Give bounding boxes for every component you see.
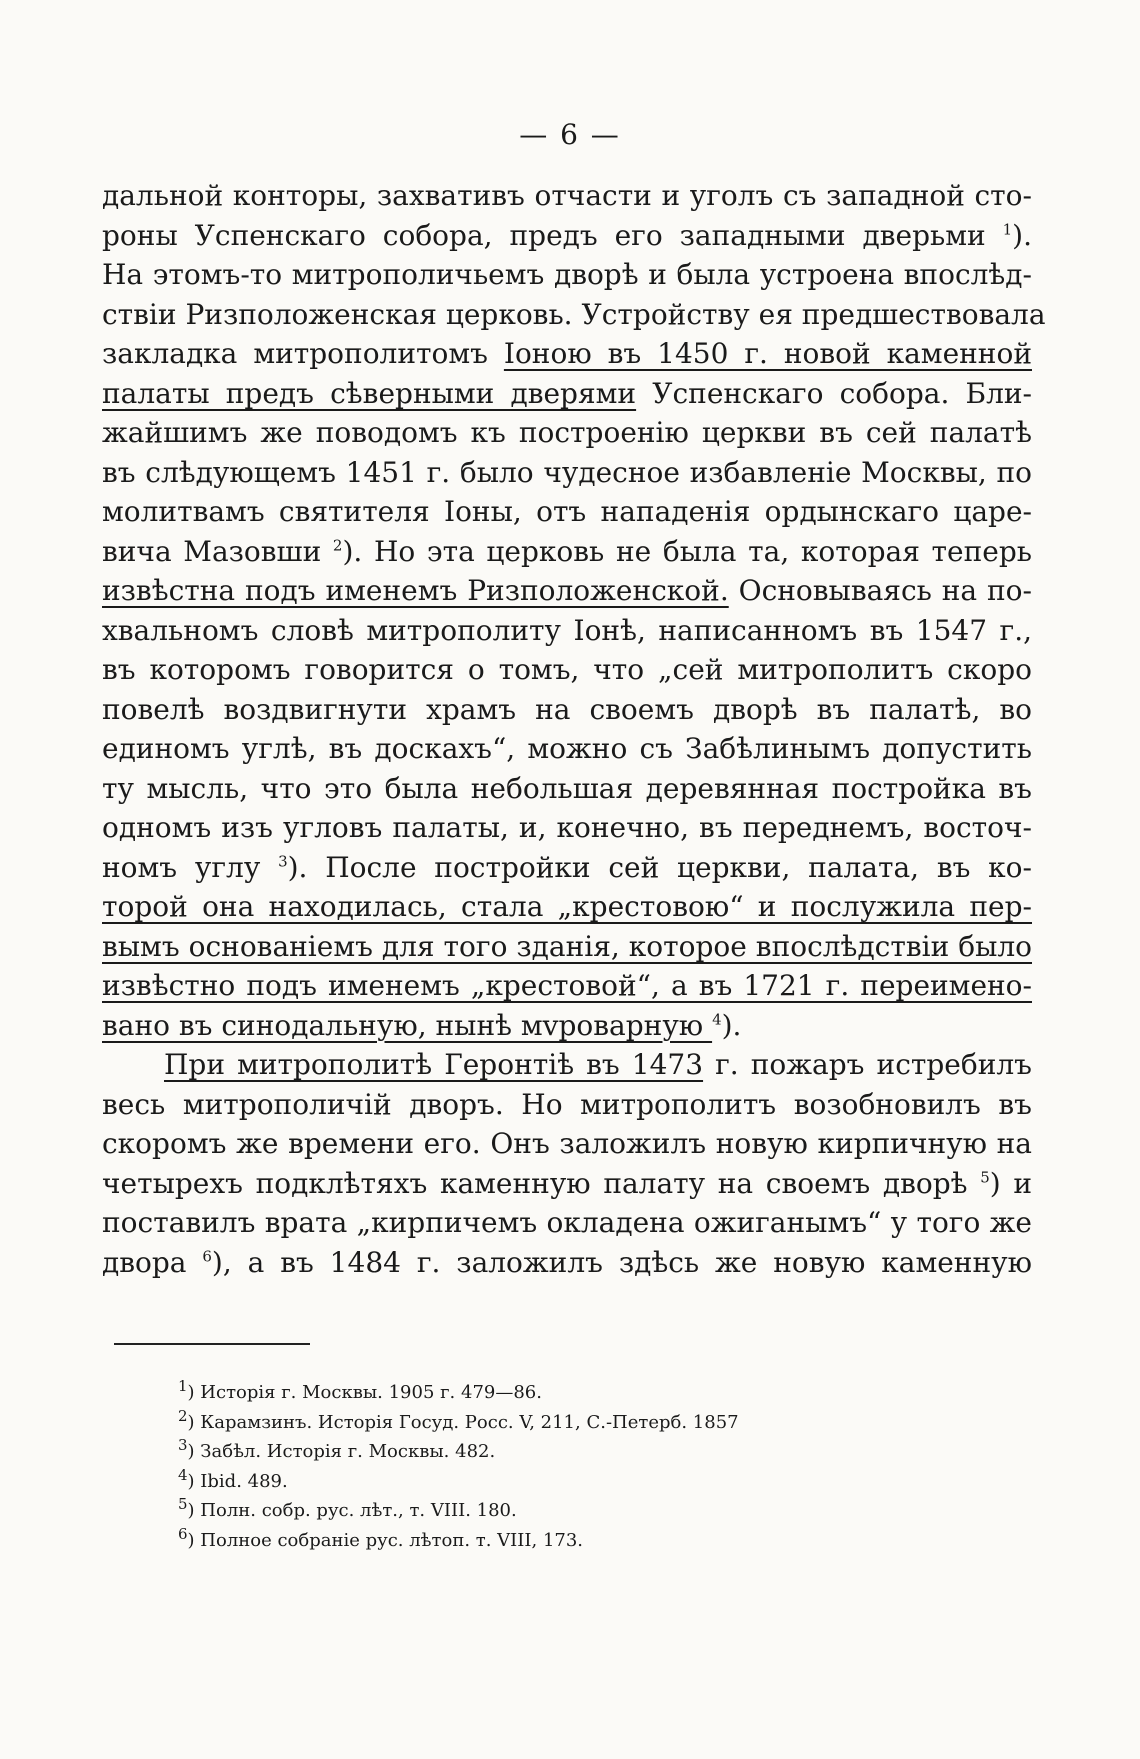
text-run: На этомъ-то митрополичьемъ дворѣ и была устроена впослѣд- bbox=[102, 258, 1032, 291]
footnote-text: ) Ibid. 489. bbox=[187, 1470, 288, 1492]
text-run: ). Но эта церковь не была та, которая теперь bbox=[342, 534, 1033, 568]
text-run: ). После постройки сей церкви, палата, въ ко- bbox=[287, 850, 1032, 884]
text-run: закладка митрополитомъ bbox=[102, 337, 504, 370]
footnote-number: 2 bbox=[178, 1406, 188, 1425]
footnote-text: ) Забѣл. Исторія г. Москвы. 482. bbox=[187, 1441, 496, 1462]
footnote bbox=[178, 1526, 998, 1556]
footnote-text: ) Полное собраніе рус. лѣтоп. т. VIII, 173. bbox=[187, 1529, 584, 1551]
footnotes bbox=[178, 1378, 998, 1555]
footnote bbox=[178, 1437, 998, 1467]
text-run: Основываясь на по- bbox=[728, 574, 1032, 607]
text-line bbox=[102, 453, 1032, 493]
text-line bbox=[102, 927, 1032, 967]
text-line bbox=[102, 887, 1032, 927]
footnote-text: ) Карамзинъ. Исторія Госуд. Росс. V, 211, С.-Петерб. 1857 bbox=[187, 1411, 739, 1433]
text-run: двора bbox=[102, 1245, 203, 1279]
text-run: роны Успенскаго собора, предъ его западными дверьми bbox=[102, 218, 1003, 252]
text-run: номъ углу bbox=[102, 850, 279, 884]
text-run: ствіи Ризположенская церковь. Устройству ея предшествовала bbox=[102, 297, 1046, 331]
footnote-text: ) Исторія г. Москвы. 1905 г. 479—86. bbox=[187, 1382, 542, 1403]
underlined-text: Іоною въ 1450 г. новой каменной bbox=[503, 337, 1032, 370]
footnote bbox=[178, 1378, 998, 1408]
text-run: ), а въ 1484 г. заложилъ здѣсь же новую каменную bbox=[211, 1245, 1032, 1279]
text-line bbox=[102, 1085, 1032, 1125]
text-line bbox=[102, 769, 1032, 809]
underlined-text: извѣстна подъ именемъ Ризположенской. bbox=[102, 574, 729, 607]
page-number: — 6 — bbox=[519, 118, 621, 151]
underlined-text: вано въ синодальную, нынѣ мvроварную bbox=[102, 1008, 713, 1042]
text-line bbox=[102, 176, 1032, 216]
text-run: поставилъ врата „кирпичемъ окладена ожиганымъ“ у того же bbox=[102, 1206, 1032, 1239]
text-line bbox=[102, 808, 1032, 848]
text-run: г. пожаръ истребилъ bbox=[703, 1048, 1032, 1081]
text-run: ). bbox=[1012, 218, 1032, 252]
text-line bbox=[102, 690, 1032, 730]
underlined-text: вымъ основаніемъ для того зданія, которое впослѣдствіи было bbox=[102, 929, 1032, 963]
underlined-text: торой она находилась, стала „крестовою“ и послужила пер- bbox=[102, 890, 1032, 923]
text-line bbox=[102, 1124, 1032, 1164]
footnote-text: ) Полн. собр. рус. лѣт., т. VIII. 180. bbox=[187, 1500, 517, 1521]
text-run: четырехъ подклѣтяхъ каменную палату на своемъ дворѣ bbox=[102, 1166, 981, 1200]
text-line bbox=[102, 848, 1032, 888]
text-line bbox=[102, 966, 1032, 1006]
text-run: молитвамъ святителя Іоны, отъ нападенія ордынскаго царе- bbox=[102, 495, 1032, 528]
text-run: ту мысль, что это была небольшая деревянная постройка въ bbox=[102, 771, 1032, 805]
text-line bbox=[102, 334, 1032, 374]
text-run: единомъ углѣ, въ доскахъ“, можно съ Забѣлинымъ допустить bbox=[102, 732, 1032, 765]
text-run: повелѣ воздвигнути храмъ на своемъ дворѣ въ палатѣ, во bbox=[102, 692, 1032, 726]
text-run: хвальномъ словѣ митрополиту Іонѣ, написанномъ въ 1547 г., bbox=[102, 613, 1032, 647]
text-run: Успенскаго собора. Бли- bbox=[636, 376, 1033, 410]
text-run: вича Мазовши bbox=[102, 534, 333, 568]
text-line bbox=[102, 1164, 1032, 1204]
footnote-ref: 4 bbox=[712, 1010, 722, 1029]
footnote-number: 1 bbox=[178, 1377, 188, 1395]
footnote-ref: 5 bbox=[980, 1168, 990, 1187]
footnote-number: 6 bbox=[178, 1524, 188, 1543]
footnote-number: 5 bbox=[178, 1495, 188, 1513]
text-run: ). bbox=[721, 1008, 742, 1042]
text-run: ) и bbox=[989, 1166, 1032, 1200]
text-line bbox=[102, 1203, 1032, 1243]
text-line bbox=[102, 1243, 1032, 1283]
footnote-number: 3 bbox=[178, 1436, 188, 1454]
body-text bbox=[102, 176, 1046, 1282]
underlined-text: При митрополитѣ Геронтіѣ въ 1473 bbox=[164, 1048, 704, 1081]
text-run: въ слѣдующемъ 1451 г. было чудесное избавленіе Москвы, по bbox=[102, 455, 1032, 489]
text-run: дальной конторы, захвативъ отчасти и уголъ съ западной сто- bbox=[102, 179, 1032, 212]
text-line bbox=[102, 492, 1032, 532]
text-line bbox=[102, 295, 1046, 335]
text-run: весь митрополичій дворъ. Но митрополитъ возобновилъ въ bbox=[102, 1087, 1032, 1121]
footnote-number: 4 bbox=[178, 1465, 188, 1484]
text-line bbox=[102, 611, 1032, 651]
footnote-ref: 6 bbox=[202, 1247, 212, 1266]
footnote-ref: 2 bbox=[332, 536, 343, 555]
text-run: скоромъ же времени его. Онъ заложилъ новую кирпичную на bbox=[102, 1127, 1032, 1160]
footnote bbox=[178, 1408, 998, 1438]
footnote bbox=[178, 1496, 998, 1526]
text-line bbox=[102, 1006, 1032, 1046]
text-line bbox=[102, 1045, 1032, 1085]
footnote bbox=[178, 1467, 998, 1497]
footnote-ref: 1 bbox=[1002, 220, 1013, 239]
underlined-text: извѣстно подъ именемъ „крестовой“, а въ 1721 г. переимено- bbox=[102, 969, 1032, 1002]
text-line bbox=[102, 650, 1032, 690]
text-line bbox=[102, 571, 1032, 611]
underlined-text: палаты предъ сѣверными дверями bbox=[102, 376, 637, 410]
footnote-ref: 3 bbox=[278, 852, 288, 871]
text-line bbox=[102, 255, 1032, 295]
text-run: въ которомъ говорится о томъ, что „сей митрополитъ скоро bbox=[102, 653, 1032, 686]
text-run: жайшимъ же поводомъ къ построенію церкви въ сей палатѣ bbox=[102, 416, 1032, 449]
text-line bbox=[102, 532, 1032, 572]
footnote-divider bbox=[114, 1343, 310, 1345]
text-run: одномъ изъ угловъ палаты, и, конечно, въ переднемъ, восточ- bbox=[102, 811, 1032, 844]
text-line bbox=[102, 216, 1032, 256]
text-line bbox=[102, 729, 1032, 769]
text-line bbox=[102, 374, 1032, 414]
text-line bbox=[102, 413, 1032, 453]
